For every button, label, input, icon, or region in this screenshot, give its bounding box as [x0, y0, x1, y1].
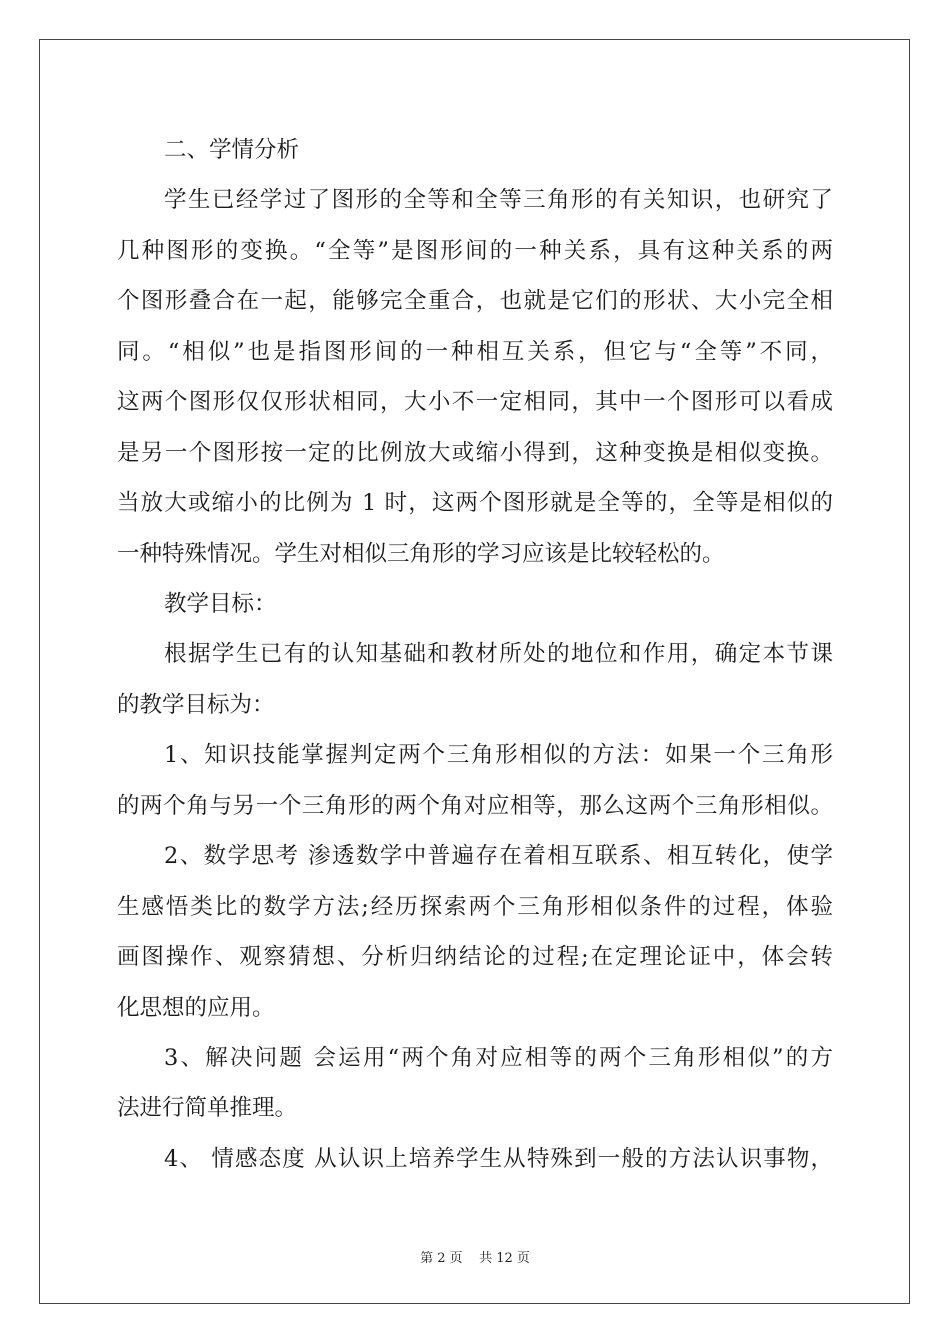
- paragraph-line: 根据学生已有的认知基础和教材所处的地位和作用，确定本节课: [164, 641, 833, 667]
- paragraph-line: 1、知识技能掌握判定两个三角形相似的方法：如果一个三角形: [164, 742, 833, 768]
- paragraph-line: 个图形叠合在一起，能够完全重合，也就是它们的形状、大小完全相: [117, 288, 833, 314]
- page-number: 第 2 页 共 12 页: [420, 1251, 530, 1266]
- paragraph-line: 3、解决问题 会运用“两个角对应相等的两个三角形相似”的方: [164, 1045, 833, 1071]
- paragraph-line: 是另一个图形按一定的比例放大或缩小得到，这种变换是相似变换。: [117, 440, 833, 466]
- paragraph-line: 的教学目标为：: [117, 692, 275, 718]
- paragraph-line: 几种图形的变换。“全等”是图形间的一种关系，具有这种关系的两: [117, 238, 833, 264]
- paragraph-line: 当放大或缩小的比例为 1 时，这两个图形就是全等的，全等是相似的: [117, 490, 833, 516]
- paragraph-line: 4、 情感态度 从认识上培养学生从特殊到一般的方法认识事物，: [164, 1146, 833, 1172]
- paragraph-line: 同。“相似”也是指图形间的一种相互关系，但它与“全等”不同，: [117, 339, 833, 365]
- section-heading: 二、学情分析: [164, 137, 300, 163]
- paragraph-line: 化思想的应用。: [117, 995, 275, 1021]
- paragraph-line: 画图操作、观察猜想、分析归纳结论的过程;在定理论证中，体会转: [117, 944, 833, 970]
- paragraph-line: 这两个图形仅仅形状相同，大小不一定相同，其中一个图形可以看成: [117, 389, 833, 415]
- section-heading: 教学目标：: [164, 591, 277, 617]
- paragraph-line: 生感悟类比的数学方法;经历探索两个三角形相似条件的过程，体验: [117, 894, 833, 920]
- paragraph-line: 学生已经学过了图形的全等和全等三角形的有关知识，也研究了: [164, 187, 833, 213]
- paragraph-line: 的两个角与另一个三角形的两个角对应相等，那么这两个三角形相似。: [117, 793, 833, 819]
- paragraph-line: 2、数学思考 渗透数学中普遍存在着相互联系、相互转化，使学: [164, 843, 833, 869]
- paragraph-line: 一种特殊情况。学生对相似三角形的学习应该是比较轻松的。: [117, 541, 725, 567]
- paragraph-line: 法进行简单推理。: [117, 1095, 298, 1121]
